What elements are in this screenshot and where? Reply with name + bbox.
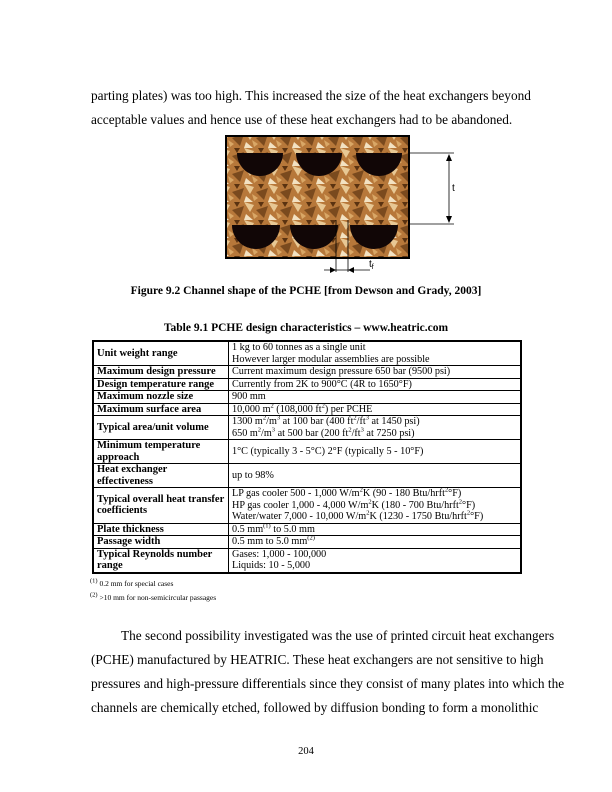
value-text: °F) (448, 488, 462, 499)
row-value (229, 523, 522, 536)
footnote-1: $^{(1)}$ 0.2 mm for special cases (90, 577, 174, 588)
superscript: 3 (360, 426, 364, 434)
row-value (229, 536, 522, 549)
table-row (93, 341, 521, 366)
pche-design-table (92, 340, 522, 574)
value-text: ) per PCHE (324, 403, 373, 415)
value-text: at 100 bar (400 ft (280, 416, 354, 427)
value-text: 0.5 mm to 5.0 mm (232, 536, 308, 547)
text-line: acceptable values and hence use of these heat exchangers had to be abandoned. (91, 112, 513, 127)
value-text: HP gas cooler 1,000 - 4,000 W/m (232, 499, 369, 511)
value-line (232, 379, 517, 391)
value-text: /ft (356, 416, 366, 427)
superscript: 2 (444, 486, 449, 494)
row-value (229, 464, 522, 488)
value-text: /m (266, 416, 277, 427)
table-row (93, 548, 521, 573)
superscript: 2 (466, 509, 471, 517)
superscript: 2 (353, 414, 357, 422)
row-value (229, 548, 522, 573)
value-text: K (1230 - 1750 Btu/hrft (369, 511, 467, 522)
page-number: 204 (298, 746, 314, 757)
superscript: (1) (263, 522, 271, 530)
value-line (232, 404, 517, 416)
label-tf: $t_f$ (369, 259, 374, 271)
value-line (232, 488, 517, 500)
value-text: 1°C (typically 3 - 5°C) 2°F (typically 5 - 10°F) (232, 445, 424, 457)
row-label: Maximum design pressure (93, 366, 229, 379)
table-row (93, 403, 521, 416)
table-row (93, 416, 521, 440)
row-label: Typical area/unit volume (93, 416, 229, 440)
value-text: 900 mm (232, 391, 266, 402)
row-value (229, 440, 522, 464)
value-line (232, 354, 517, 366)
text-line: pressures and high-pressure differentials since they consist of many plates into which the (91, 676, 565, 691)
table-row (93, 366, 521, 379)
value-text: at 500 bar (200 ft (275, 427, 349, 439)
value-text: 1 kg to 60 tonnes as a single unit (232, 342, 366, 353)
value-text: at 7250 psi) (363, 427, 415, 439)
row-value (229, 488, 522, 524)
row-label: Typical overall heat transfer coefficients (93, 488, 229, 524)
value-text: °F) (462, 499, 476, 511)
value-line (232, 511, 517, 523)
value-text: Gases: 1,000 - 100,000 (232, 548, 327, 560)
value-text: LP gas cooler 500 - 1,000 W/m (232, 488, 360, 499)
value-text: Water/water 7,000 - 10,000 W/m (232, 511, 367, 522)
table-row (93, 391, 521, 404)
table-row (93, 536, 521, 549)
value-text: °F) (470, 511, 484, 522)
superscript: 2 (348, 426, 352, 434)
superscript: 2 (270, 402, 274, 410)
superscript: 2 (262, 414, 267, 422)
value-line (232, 366, 517, 378)
superscript: 2 (257, 426, 262, 434)
footnote-2: $^{(2)}$ >10 mm for non-semicircular passages (90, 591, 217, 602)
superscript: 3 (365, 414, 369, 422)
superscript: 2 (368, 498, 372, 506)
row-label: Minimum temperature approach (93, 440, 229, 464)
value-text: /m (261, 427, 272, 439)
row-label: Maximum surface area (93, 403, 229, 416)
value-line (232, 524, 517, 536)
table-row (93, 464, 521, 488)
pche-channel-figure (220, 130, 470, 280)
superscript: (2) (307, 534, 315, 542)
row-label: Unit weight range (93, 341, 229, 366)
value-text: Currently from 2K to 900°C (4R to 1650°F) (232, 378, 412, 390)
value-text: 650 m (232, 427, 258, 439)
value-text: to 5.0 mm (270, 523, 315, 535)
value-line (232, 428, 517, 440)
text-line: The second possibility investigated was the use of printed circuit heat exchangers (121, 628, 555, 643)
row-label: Maximum nozzle size (93, 391, 229, 404)
value-line (232, 500, 517, 512)
text-line: (PCHE) manufactured by HEATRIC. These heat exchangers are not sensitive to high (91, 652, 544, 667)
superscript: 2 (359, 486, 363, 494)
value-text: up to 98% (232, 469, 274, 481)
superscript: 3 (276, 414, 281, 422)
table-row (93, 488, 521, 524)
superscript: 2 (321, 402, 325, 410)
row-label: Typical Reynolds number range (93, 548, 229, 573)
table-caption: Table 9.1 PCHE design characteristics – www.heatric.com (163, 322, 449, 334)
superscript: 2 (458, 498, 463, 506)
row-label: Design temperature range (93, 378, 229, 391)
paragraph-top (91, 84, 531, 132)
table-row (93, 378, 521, 391)
value-text: Current maximum design pressure 650 bar (9500 psi) (232, 366, 451, 377)
value-text: Liquids: 10 - 5,000 (232, 560, 311, 571)
text-line: channels are chemically etched, followed by diffusion bonding to form a monolithic (91, 700, 539, 715)
superscript: 3 (271, 426, 276, 434)
text-line: parting plates) was too high. This increased the size of the heat exchangers beyond (91, 88, 531, 103)
value-line (232, 391, 517, 403)
value-text: at 1450 psi) (368, 416, 420, 427)
label-t: t (452, 183, 455, 194)
table-row (93, 440, 521, 464)
row-label: Heat exchanger effectiveness (93, 464, 229, 488)
row-label: Passage width (93, 536, 229, 549)
paragraph-bottom (91, 624, 565, 720)
value-text: 10,000 m (232, 403, 271, 415)
value-text: K (180 - 700 Btu/hrft (371, 499, 459, 511)
value-line (232, 446, 517, 458)
row-value (229, 378, 522, 391)
value-text: However larger modular assemblies are possible (232, 353, 430, 365)
value-line (232, 342, 517, 354)
figure-caption: Figure 9.2 Channel shape of the PCHE [from Dewson and Grady, 2003] (130, 285, 482, 297)
row-label: Plate thickness (93, 523, 229, 536)
value-text: 1300 m (232, 416, 263, 427)
row-value (229, 403, 522, 416)
value-text: 0.5 mm (232, 523, 264, 535)
value-text: /ft (351, 427, 361, 439)
value-line (232, 470, 517, 482)
value-line (232, 536, 517, 548)
row-value (229, 416, 522, 440)
value-text: K (90 - 180 Btu/hrft (362, 488, 445, 499)
superscript: 2 (366, 509, 370, 517)
value-line (232, 549, 517, 561)
row-value (229, 341, 522, 366)
value-line (232, 560, 517, 572)
value-text: (108,000 ft (273, 403, 322, 415)
row-value (229, 366, 522, 379)
